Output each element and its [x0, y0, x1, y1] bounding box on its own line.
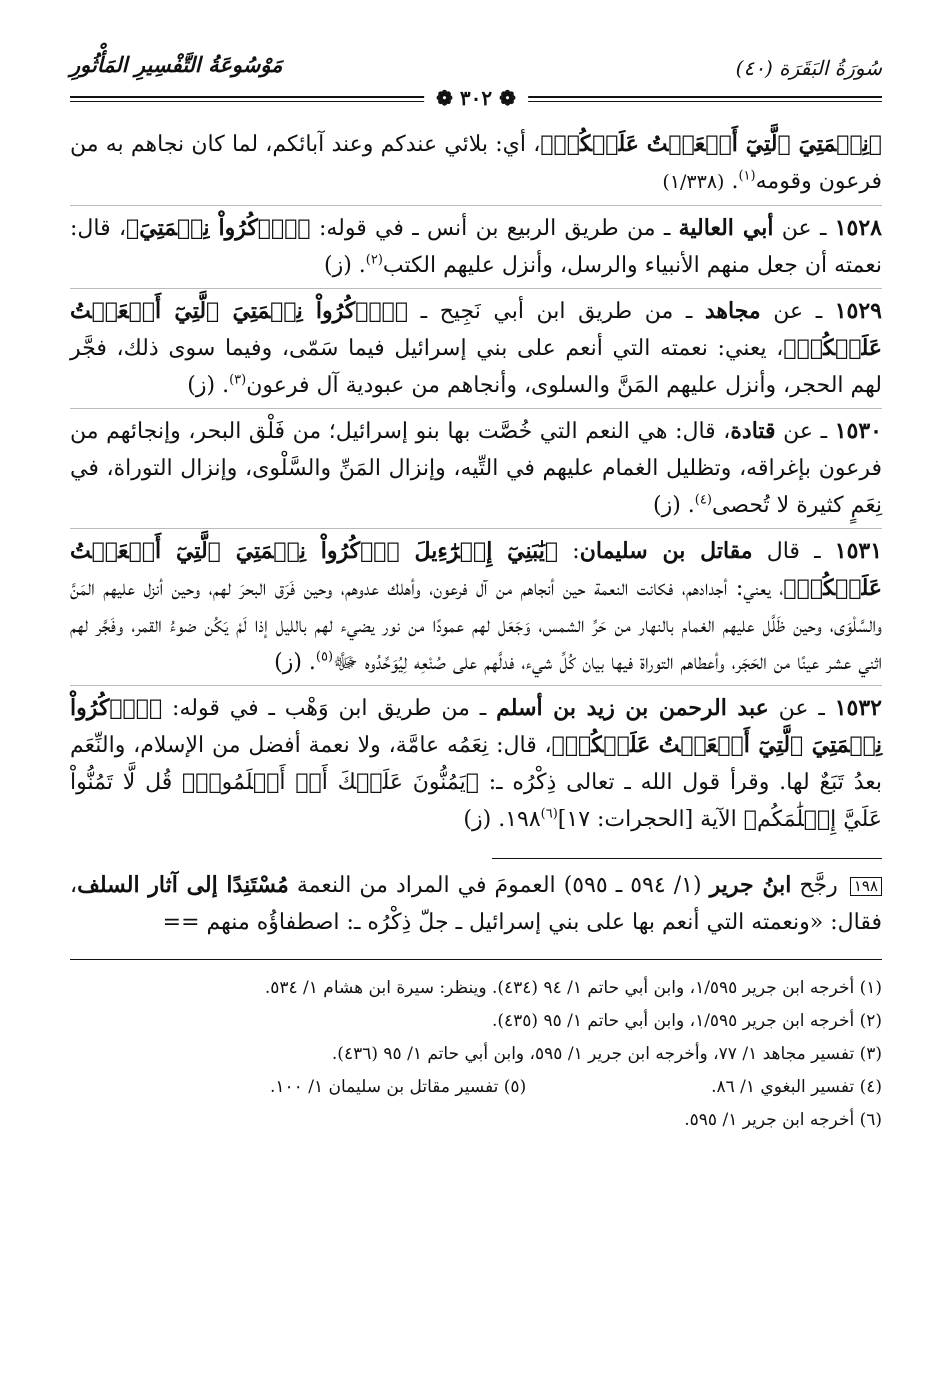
- editor-note: ١٩٨ رجَّح ابنُ جرير (١/ ٥٩٤ ـ ٥٩٥) العمومَ في المراد من النعمة مُسْتَنِدًا إلى آثار السلف، فقال: «ونعمته التي أنعم بها على بني إسرائيل ـ جلّ ذِكْرُه ـ: اصطفاؤُه منهم ==: [70, 872, 882, 935]
- quran-quote: ﴿ٱذۡكُرُواْ نِعۡمَتِيَ﴾: [126, 215, 311, 241]
- narrator-name: أبي العالية: [678, 215, 774, 241]
- footnote: (٤) تفسير البغوي ١/ ٨٦.: [711, 1077, 882, 1097]
- narrator-name: قتادة: [730, 418, 776, 444]
- entry: ١٥٣٢ ـ عن عبد الرحمن بن زيد بن أسلم ـ من طريق ابن وَهْب ـ في قوله: ﴿ٱذۡكُرُواْ نِعۡمَتِيَ ٱلَّتِيٓ أَنۡعَمۡتُ عَلَيۡكُمۡ﴾، قال: نِعَمُه عامَّة، ولا نعمة أفضل من الإسلام، والنِّعَم بعدُ تَبَعٌ لها. وقرأ قول الله ـ تعالى ذِكْرُه ـ: ﴿يَمُنُّونَ عَلَيۡكَ أَنۡ أَسۡلَمُواْۖ قُل لَّا تَمُنُّواْ عَلَيَّ إِسۡلَٰمَكُم﴾ الآية [الحجرات: ١٧]$^{(٦)}$١٩٨. (ز): [70, 695, 882, 832]
- narrator-name: مجاهد: [704, 298, 761, 324]
- entry: ١٥٣١ ـ قال مقاتل بن سليمان: ﴿يَٰبَنِيٓ إِسۡرَٰٓءِيلَ ٱذۡكُرُواْ نِعۡمَتِيَ ٱلَّتِيٓ أَنۡعَمۡتُ عَلَيۡكُمۡ﴾، يعني: أجدادهم، فكانت النعمة حين أنجاهم من آل فرعون، وأهلك عدوهم، وحين فَرَق البحرَ لهم، وحين أنزل عليهم المَنَّ والسَّلْوَى، وحين ظَلَّل عليهم الغمام بالنهار من حَرِّ الشمس، وَجَعَل لهم عمودًا من نور يضيء لهم بالليل إذا لَمْ يَكُن ضوءُ القمر، وفَجَّر لهم اثني عشر عينًا من الحَجَر، وأعطاهم التوراة فيها بيان كُلِّ شيء، فدلَّهم على صُنْعِه لِيُوَحِّدُوه ﷻ$^{(٥)}$. (ز): [70, 533, 882, 686]
- footnote: (٥) تفسير مقاتل بن سليمان ١/ ١٠٠.: [270, 1077, 527, 1097]
- note-author: ابنُ جرير: [709, 872, 792, 898]
- footnote-separator: [70, 959, 882, 960]
- note-number: ١٩٨: [850, 877, 882, 896]
- entry: ١٥٢٨ ـ عن أبي العالية ـ من طريق الربيع بن أنس ـ في قوله: ﴿ٱذۡكُرُواْ نِعۡمَتِيَ﴾، قال: نعمته أن جعل منهم الأنبياء والرسل، وأنزل عليهم الكتب$^{(٢)}$. (ز): [70, 210, 882, 289]
- footnote: (٦) أخرجه ابن جرير ١/ ٥٩٥.: [684, 1110, 882, 1130]
- footnote-marker: (٦): [540, 806, 558, 822]
- surah-title: سُورَةُ البَقَرَة (٤٠): [735, 56, 882, 80]
- quran-quote: ﴿ٱذۡكُرُواْ نِعۡمَتِيَ ٱلَّتِيٓ أَنۡعَمۡتُ عَلَيۡكُمۡ﴾: [70, 298, 882, 361]
- running-header: [70, 52, 882, 110]
- volume-ref: (١/٣٣٨): [662, 171, 725, 193]
- entry-number: ١٥٣٠: [834, 418, 882, 444]
- entry: ١٥٣٠ ـ عن قتادة، قال: هي النعم التي خُصَّت بها بنو إسرائيل؛ من فَلْق البحر، وإنجائهم من فرعون بإغراقه، وتظليل الغمام عليهم في التِّيه، وإنزال المَنِّ والسَّلْوى، وإنزال التوراة، في نِعَمٍ كثيرة لا تُحصى$^{(٤)}$. (ز): [70, 413, 882, 529]
- footnote-row: [70, 1071, 882, 1104]
- entry-number: ١٥٢٩: [834, 298, 882, 324]
- main-text: [70, 126, 882, 842]
- book-title: مَوْسُوعَةُ التَّفْسِيرِ المَأْثُورِ: [70, 52, 283, 77]
- footnote-marker: (٣): [229, 372, 247, 388]
- entry-number: ١٥٣١: [834, 538, 883, 564]
- entry: ١٥٢٩ ـ عن مجاهد ـ من طريق ابن أبي نَجِيح ـ ﴿ٱذۡكُرُواْ نِعۡمَتِيَ ٱلَّتِيٓ أَنۡعَمۡتُ عَلَيۡكُمۡ﴾، يعني: نعمته التي أنعم على بني إسرائيل فيما سَمّى، وفيما سوى ذلك، فجَّر لهم الحجر، وأنزل عليهم المَنَّ والسلوى، وأنجاهم من عبودية آل فرعون$^{(٣)}$. (ز): [70, 293, 882, 409]
- narrator-name: عبد الرحمن بن زيد بن أسلم: [496, 695, 769, 721]
- page-number: ❁ ٣٠٢ ❁: [424, 86, 528, 110]
- note-separator: [492, 858, 882, 859]
- note-emphasis: مُسْتَنِدًا إلى آثار السلف: [77, 872, 289, 898]
- page: [70, 52, 882, 1137]
- entry-number: ١٥٣٢: [834, 695, 882, 721]
- intro-text: ، أي: بلائي عندكم وعند آبائكم، لما كان نجاهم به من فرعون وقومه: [70, 132, 882, 194]
- narrator-name: مقاتل بن سليمان: [579, 538, 753, 564]
- footnote: (٢) أخرجه ابن جرير ١/٥٩٥، وابن أبي حاتم ١/ ٩٥ (٤٣٥).: [491, 1011, 882, 1031]
- quran-quote: ﴿ٱذۡكُرُواْ نِعۡمَتِيَ ٱلَّتِيٓ أَنۡعَمۡتُ عَلَيۡكُمۡ﴾: [70, 695, 882, 758]
- quran-quote: ﴿يَٰبَنِيٓ إِسۡرَٰٓءِيلَ ٱذۡكُرُواْ نِعۡمَتِيَ ٱلَّتِيٓ أَنۡعَمۡتُ عَلَيۡكُمۡ﴾: [70, 538, 882, 601]
- footnote-marker: (٢): [365, 252, 383, 268]
- quran-quote: ﴿نِعۡمَتِيَ ٱلَّتِيٓ أَنۡعَمۡتُ عَلَيۡكُمۡ﴾: [540, 131, 882, 157]
- footnote-marker: (٥): [315, 649, 334, 665]
- intro-paragraph: ﴿نِعۡمَتِيَ ٱلَّتِيٓ أَنۡعَمۡتُ عَلَيۡكُمۡ﴾، أي: بلائي عندكم وعند آبائكم، لما كان نجاهم به من فرعون وقومه$^{(١)}$. (١/٣٣٨): [70, 126, 882, 206]
- footnote: (١) أخرجه ابن جرير ١/٥٩٥، وابن أبي حاتم ١/ ٩٤ (٤٣٤). وينظر: سيرة ابن هشام ١/ ٥٣٤.: [264, 978, 882, 998]
- footnote-marker: (١): [738, 168, 756, 184]
- entry-number: ١٥٢٨: [834, 215, 882, 241]
- footnote-marker: (٤): [694, 492, 712, 508]
- footnote: (٣) تفسير مجاهد ١/ ٧٧، وأخرجه ابن جرير ١/ ٥٩٥، وابن أبي حاتم ١/ ٩٥ (٤٣٦).: [331, 1044, 882, 1064]
